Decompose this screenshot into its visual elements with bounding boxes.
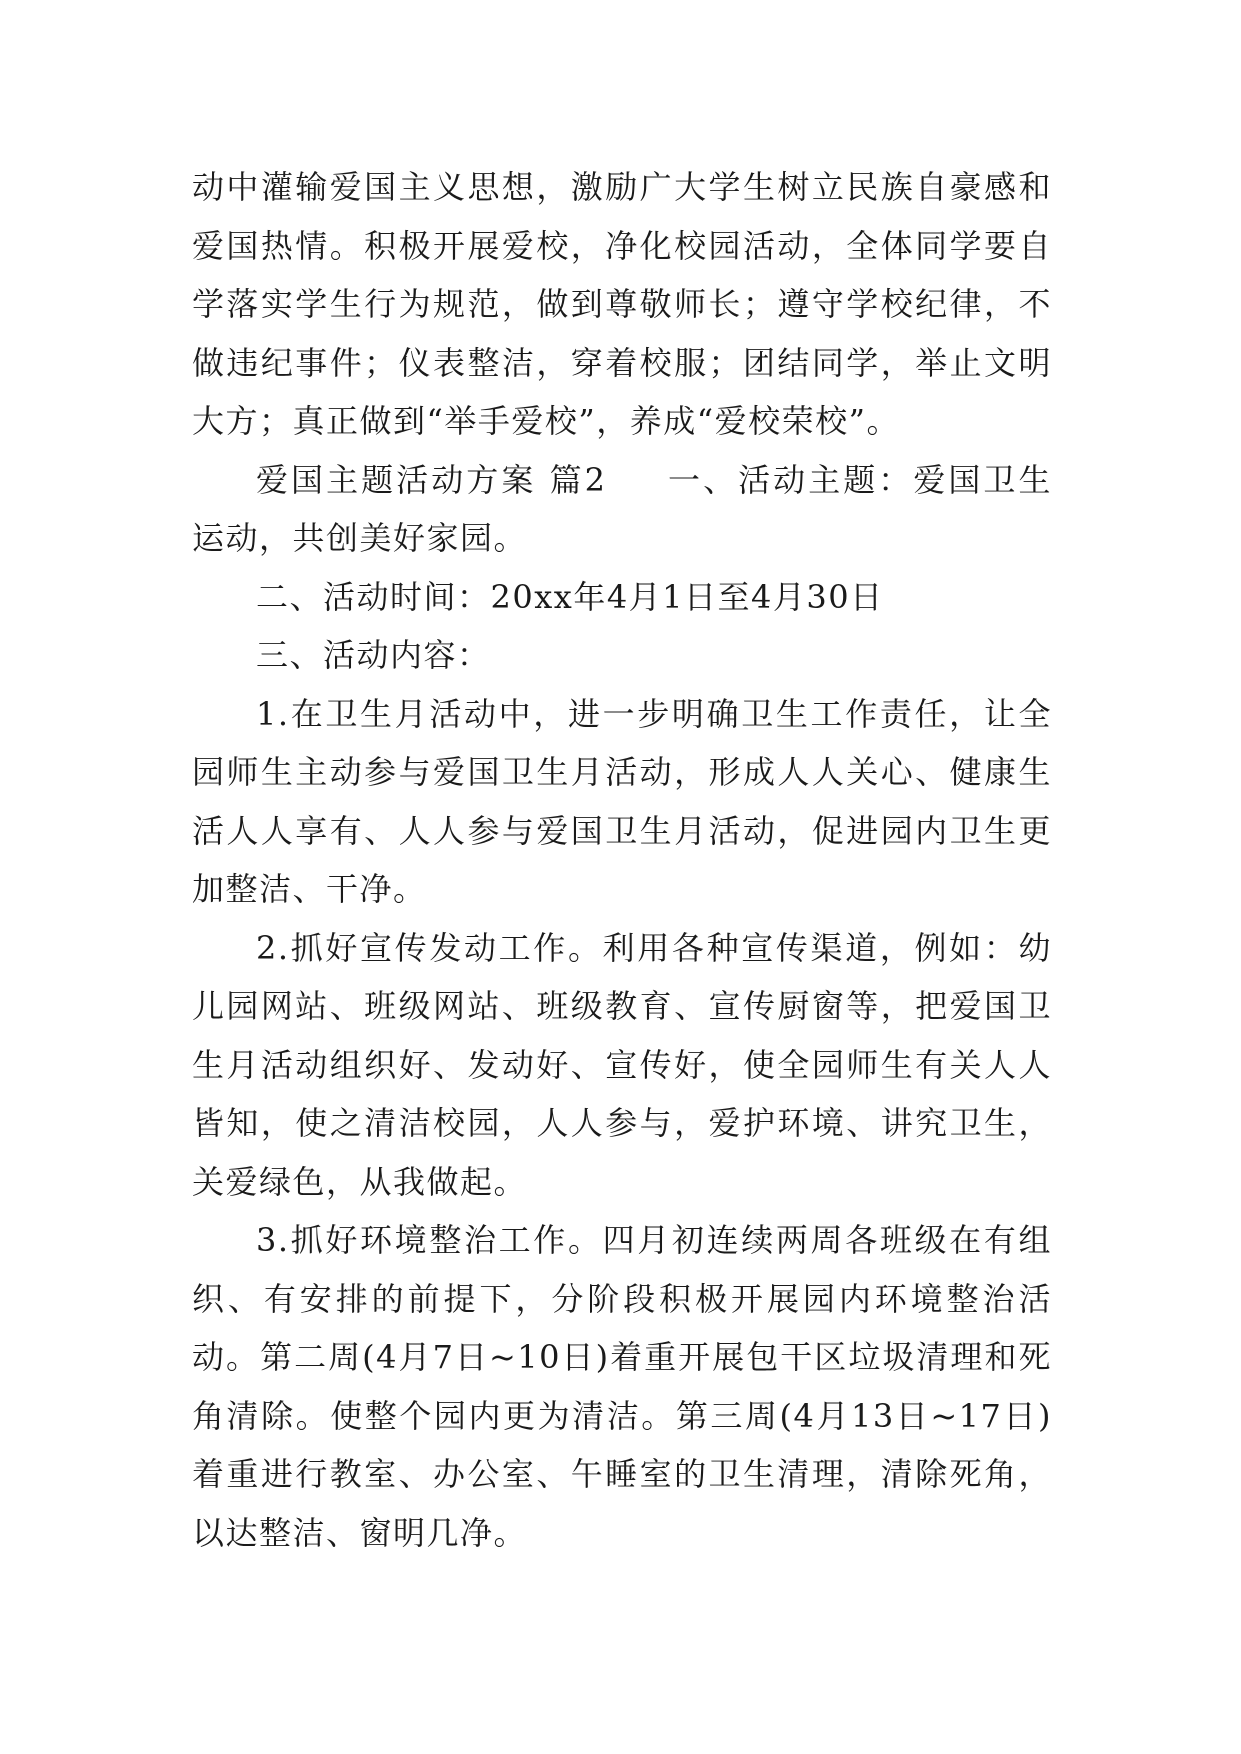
activity-theme-text: 一、活动主题：爱国卫生运动，共创美好家园。 <box>192 460 1052 557</box>
paragraph-item-2: 2.抓好宣传发动工作。利用各种宣传渠道，例如：幼儿园网站、班级网站、班级教育、宣传厨窗等，把爱国卫生月活动组织好、发动好、宣传好，使全园师生有关人人皆知，使之清洁校园，人人参与，爱护环境、讲究卫生，关爱绿色，从我做起。 <box>192 928 1052 1201</box>
paragraph-activity-content-heading: 三、活动内容： <box>256 636 491 674</box>
paragraph-activity-theme <box>192 451 1052 568</box>
section-heading: 爱国主题活动方案 篇2 <box>256 460 607 499</box>
paragraph-patriotic-education: 动中灌输爱国主义思想，激励广大学生树立民族自豪感和爱国热情。积极开展爱校，净化校园活动，全体同学要自学落实学生行为规范，做到尊敬师长；遵守学校纪律，不做违纪事件；仪表整洁，穿着校服；团结同学，举止文明大方；真正做到“举手爱校”，养成“爱校荣校”。 <box>192 168 1052 440</box>
paragraph-item-3: 3.抓好环境整治工作。四月初连续两周各班级在有组织、有安排的前提下，分阶段积极开展园内环境整治活动。第二周(4月7日~10日)着重开展包干区垃圾清理和死角清除。使整个园内更为清洁。第三周(4月13日~17日)着重进行教室、办公室、午睡室的卫生清理，清除死角，以达整洁、窗明几净。 <box>192 1221 1052 1552</box>
paragraph-item-1: 1.在卫生月活动中，进一步明确卫生工作责任，让全园师生主动参与爱国卫生月活动，形成人人关心、健康生活人人享有、人人参与爱国卫生月活动，促进园内卫生更加整洁、干净。 <box>192 694 1052 908</box>
paragraph-activity-time: 二、活动时间：20xx年4月1日至4月30日 <box>256 577 884 616</box>
document-body <box>192 158 1052 1562</box>
